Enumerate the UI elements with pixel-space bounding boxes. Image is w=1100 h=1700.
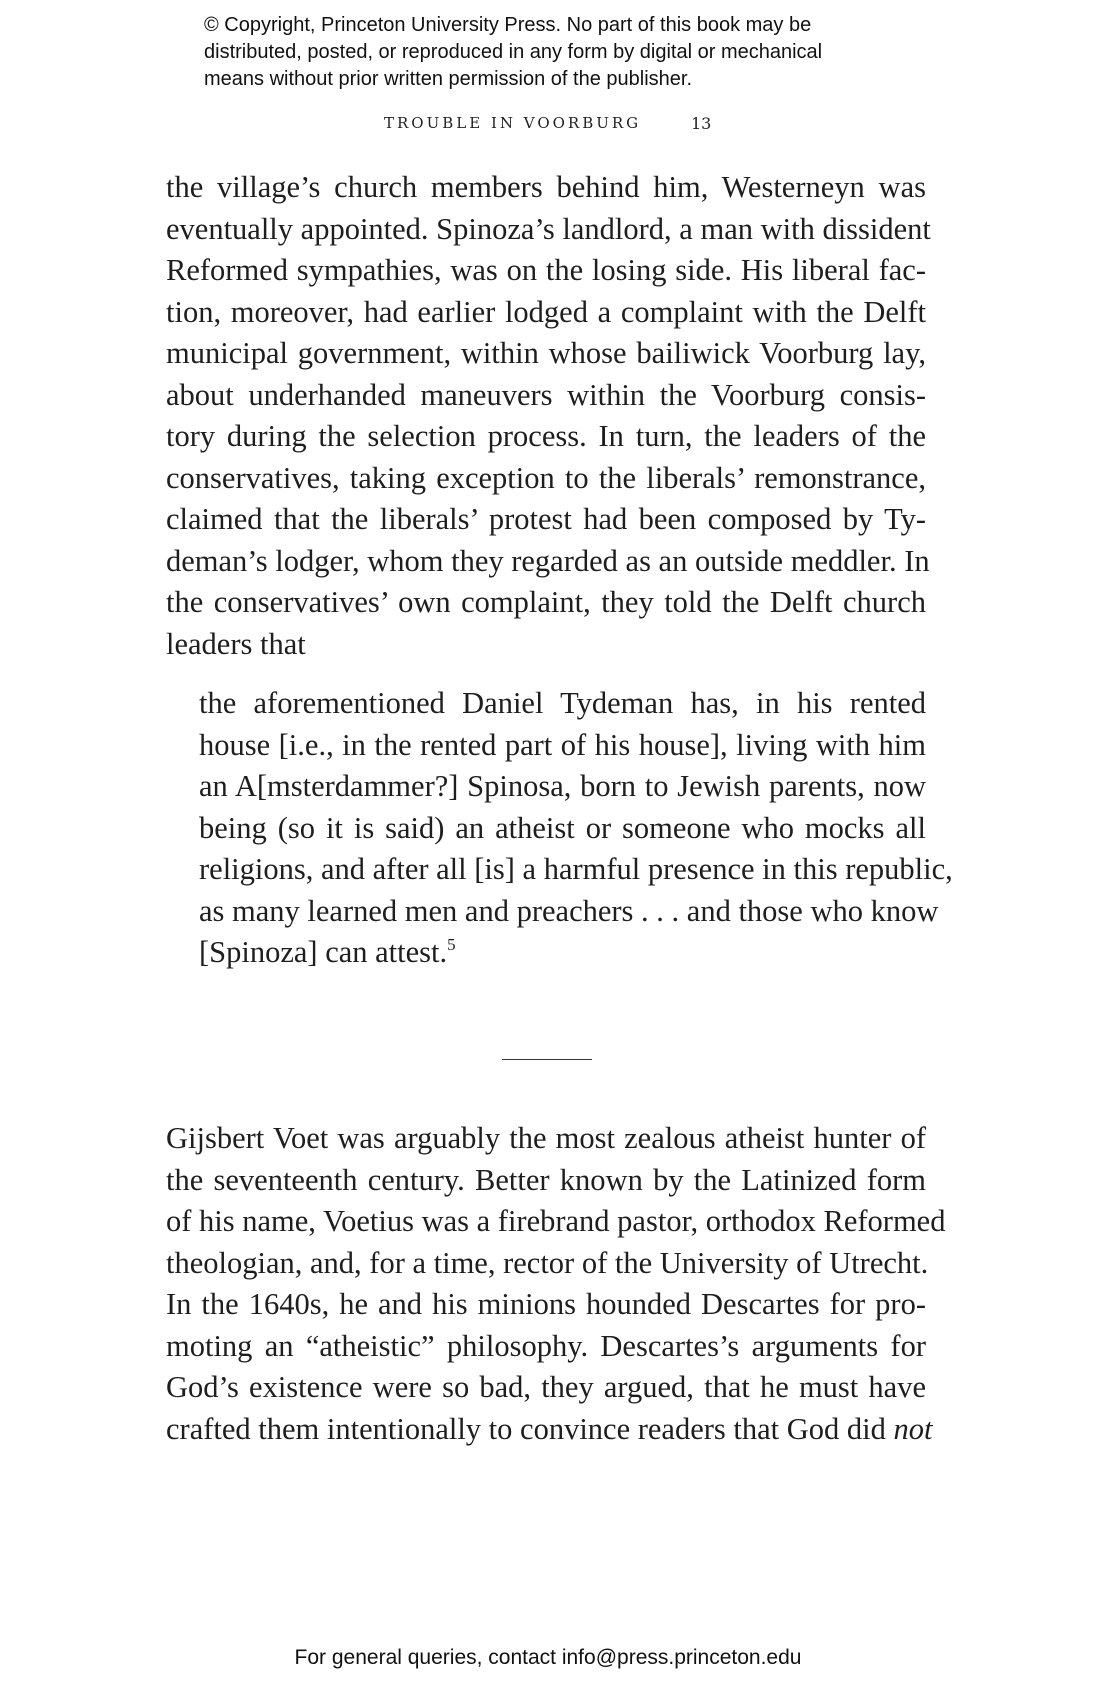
text-line: the conservatives’ own complaint, they told the Delft church [166,585,926,619]
quote-line: being (so it is said) an atheist or someone who mocks all [199,810,926,845]
copyright-line: means without prior written permission of the publisher. [204,68,693,90]
copyright-notice [204,12,924,93]
text-line: In the 1640s, he and his minions hounded Descartes for pro- [166,1287,926,1321]
text-line: moting an “atheistic” philosophy. Descartes’s arguments for [166,1328,926,1363]
text-line: Reformed sympathies, was on the losing side. His liberal fac- [166,253,926,287]
text-line: conservatives, taking exception to the liberals’ remonstrance, [166,460,926,495]
quote-line: an A[msterdammer?] Spinosa, born to Jewish parents, now [199,769,926,803]
text-line-last [166,1409,933,1451]
text-line: eventually appointed. Spinoza’s landlord, a man with dissident [166,211,931,246]
body-paragraph-1 [166,167,931,665]
footer-contact [0,1646,1100,1670]
text-line: theologian, and, for a time, rector of the University of Utrecht. [166,1245,929,1280]
footnote-marker[interactable]: 5 [447,935,456,954]
footer-text: For general queries, contact info@press.princeton.edu [294,1646,802,1669]
quote-line: as many learned men and preachers . . . and those who know [199,893,939,928]
text-line-text: crafted them intentionally to convince readers that God did [166,1411,886,1446]
text-line: the seventeenth century. Better known by the Latinized form [166,1162,926,1197]
body-paragraph-2 [166,1118,946,1450]
quote-line: religions, and after all [is] a harmful presence in this republic, [199,852,953,886]
quote-line-last [199,932,926,974]
text-line: God’s existence were so bad, they argued, that he must have [166,1370,926,1404]
text-line: tion, moreover, had earlier lodged a complaint with the Delft [166,294,926,329]
quote-line: house [i.e., in the rented part of his house], living with him [199,727,926,762]
quote-line: the aforementioned Daniel Tydeman has, in his rented [199,686,926,720]
running-head-title: TROUBLE IN VOORBURG [384,114,642,132]
copyright-line: © Copyright, Princeton University Press. No part of this book may be [204,14,812,36]
copyright-line: distributed, posted, or reproduced in any form by digital or mechanical [204,41,823,63]
page-number: 13 [691,114,712,133]
text-line: claimed that the liberals’ protest had been composed by Ty- [166,502,926,536]
quote-line-text: [Spinoza] can attest. [199,935,448,969]
text-line: tory during the selection process. In turn, the leaders of the [166,419,926,453]
text-line: of his name, Voetius was a firebrand pastor, orthodox Reformed [166,1204,946,1238]
text-line: the village’s church members behind him, Westerneyn was [166,170,926,204]
text-line: about underhanded maneuvers within the Voorburg consis- [166,377,926,412]
italic-word: not [893,1411,933,1446]
text-line: Gijsbert Voet was arguably the most zealous atheist hunter of [166,1121,926,1155]
text-line: leaders that [166,626,306,661]
text-line: deman’s lodger, whom they regarded as an outside meddler. In [166,543,930,578]
text-line: municipal government, within whose bailiwick Voorburg lay, [166,336,926,370]
section-break-rule [502,1059,592,1060]
block-quote [199,683,953,974]
